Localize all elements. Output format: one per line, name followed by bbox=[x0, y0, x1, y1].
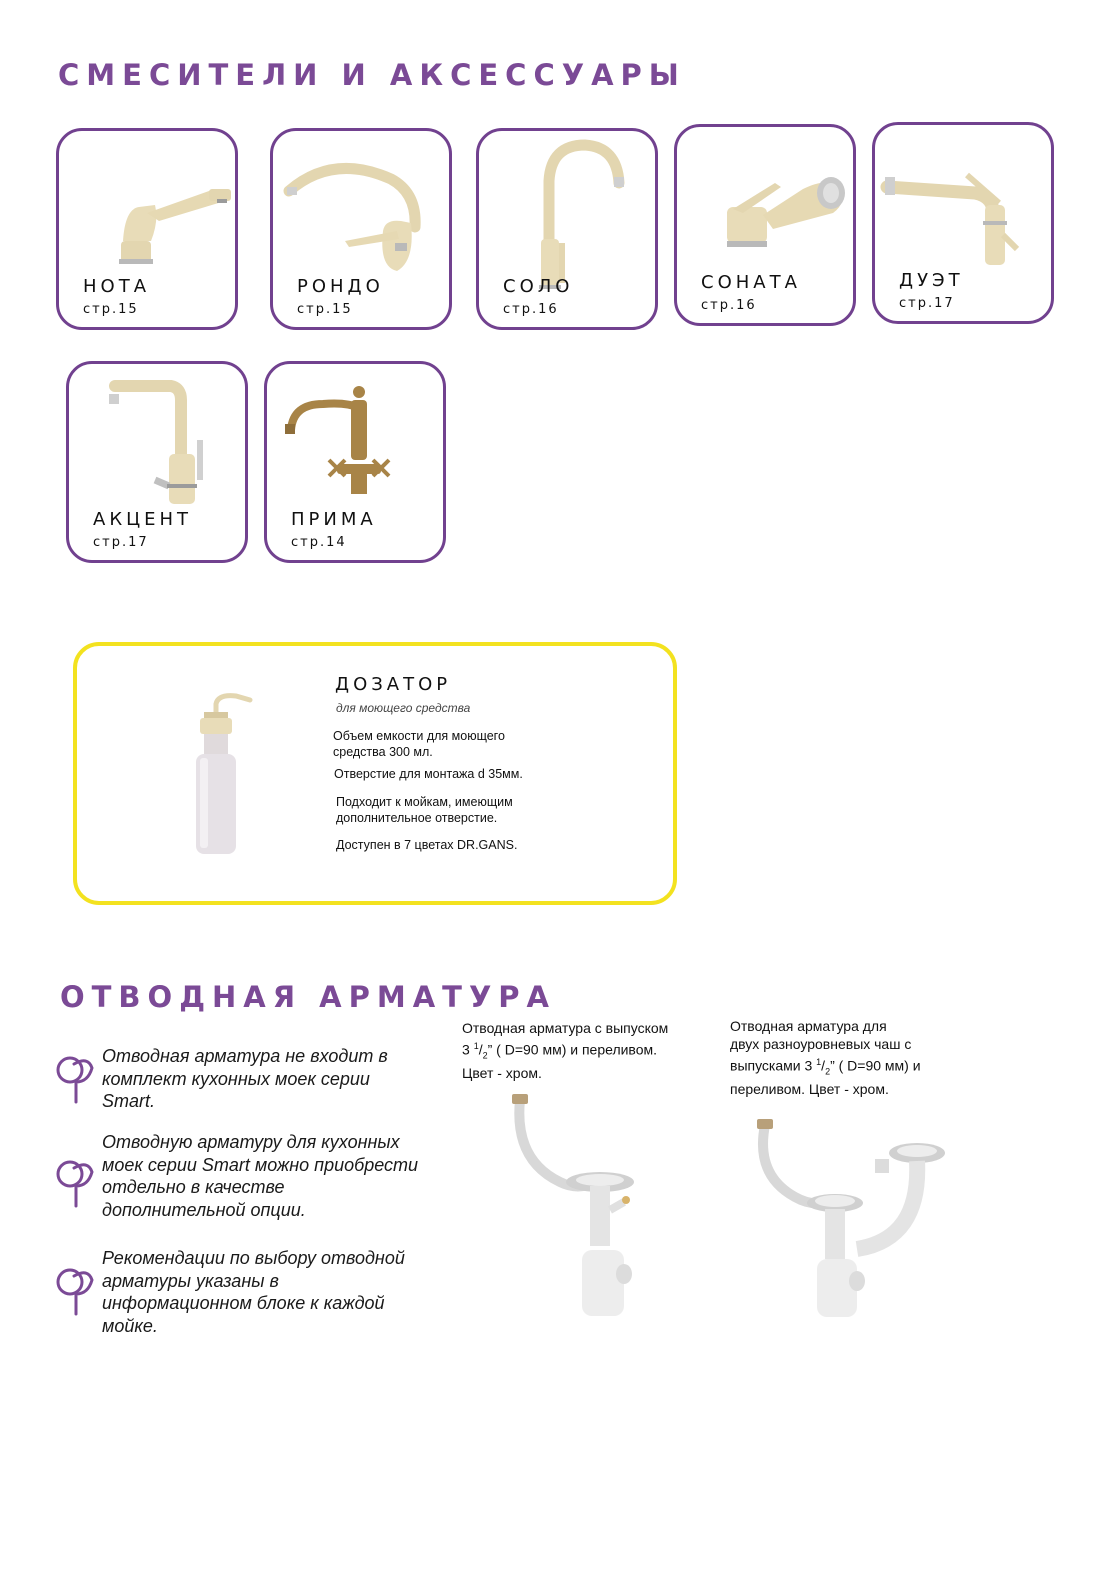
drain-2-line1: Отводная арматура для bbox=[730, 1018, 887, 1034]
drain-1-size-den: 2 bbox=[482, 1050, 488, 1061]
product-page: стр.16 bbox=[701, 298, 757, 313]
note-2: Отводную арматуру для кухонных моек серии Smart можно приобрести отдельно в качестве дополнительной опции. bbox=[102, 1132, 419, 1220]
product-card-nota[interactable] bbox=[56, 128, 238, 330]
note-1: Отводная арматура не входит в комплект кухонных моек серии Smart. bbox=[102, 1046, 388, 1111]
dispenser-subtitle: для моющего средства bbox=[336, 701, 471, 715]
drain-1-description bbox=[462, 1019, 668, 1082]
drain-2-line3-rest: ” ( D=90 мм) и bbox=[830, 1057, 921, 1074]
drain-2-size-den: 2 bbox=[825, 1066, 831, 1077]
product-name: АКЦЕНТ bbox=[93, 509, 192, 530]
leaf-bullet-icon bbox=[54, 1258, 98, 1318]
product-name: ДУЭТ bbox=[899, 270, 964, 291]
leaf-bullet-icon bbox=[54, 1150, 98, 1210]
leaf-bullet-icon bbox=[54, 1046, 98, 1106]
product-card-solo[interactable] bbox=[476, 128, 658, 330]
dispenser-title: ДОЗАТОР bbox=[335, 674, 452, 695]
drain-2-line2: двух разноуровневых чаш с bbox=[730, 1036, 912, 1052]
dispenser-image bbox=[160, 684, 280, 860]
product-card-akcent[interactable] bbox=[66, 361, 248, 563]
product-page: стр.15 bbox=[83, 302, 139, 317]
dispenser-spec-hole: Отверстие для монтажа d 35мм. bbox=[334, 767, 523, 781]
product-name: СОЛО bbox=[503, 276, 574, 297]
product-name: СОНАТА bbox=[701, 272, 801, 293]
drain-2-description bbox=[730, 1017, 921, 1098]
product-page: стр.17 bbox=[93, 535, 149, 550]
product-name: РОНДО bbox=[297, 276, 384, 297]
note-3: Рекомендации по выбору отводной арматуры указаны в информационном блоке к каждой мойке. bbox=[102, 1248, 405, 1336]
drain-1-line1: Отводная арматура с выпуском bbox=[462, 1020, 669, 1036]
product-card-duet[interactable] bbox=[872, 122, 1054, 324]
drain-single-image bbox=[500, 1090, 660, 1330]
dispenser-spec-volume: Объем емкости для моющего средства 300 мл. bbox=[333, 729, 505, 759]
dispenser-spec-colors: Доступен в 7 цветах DR.GANS. bbox=[336, 838, 518, 852]
drain-2-size-num: 1 bbox=[816, 1057, 822, 1067]
product-name: НОТА bbox=[83, 276, 151, 297]
drain-1-line2: 3 $^1/_2$” ( D=90 мм) и переливом. bbox=[462, 1041, 658, 1061]
drain-2-line4: переливом. Цвет - хром. bbox=[730, 1081, 889, 1098]
drain-1-line2-rest: ” ( D=90 мм) и переливом. bbox=[487, 1041, 658, 1058]
drain-1-size-prefix: 3 bbox=[462, 1041, 470, 1058]
drain-2-line3: выпусками 3 $^1/_2$” ( D=90 мм) и bbox=[730, 1057, 921, 1077]
drain-double-image bbox=[745, 1115, 955, 1325]
product-page: стр.17 bbox=[899, 296, 955, 311]
drain-2-size-prefix: выпусками 3 bbox=[730, 1057, 813, 1074]
product-card-sonata[interactable] bbox=[674, 124, 856, 326]
drain-1-size-num: 1 bbox=[473, 1041, 479, 1051]
drain-1-line3: Цвет - хром. bbox=[462, 1065, 542, 1082]
dispenser-spec-fit: Подходит к мойкам, имеющим дополнительное отверстие. bbox=[336, 795, 513, 825]
product-card-rondo[interactable] bbox=[270, 128, 452, 330]
product-page: стр.16 bbox=[503, 302, 559, 317]
section-title-mixers: СМЕСИТЕЛИ И АКСЕССУАРЫ bbox=[58, 58, 686, 92]
product-card-prima[interactable] bbox=[264, 361, 446, 563]
product-page: стр.15 bbox=[297, 302, 353, 317]
product-page: стр.14 bbox=[291, 535, 347, 550]
section-title-drain: ОТВОДНАЯ АРМАТУРА bbox=[60, 980, 556, 1014]
product-name: ПРИМА bbox=[291, 509, 377, 530]
